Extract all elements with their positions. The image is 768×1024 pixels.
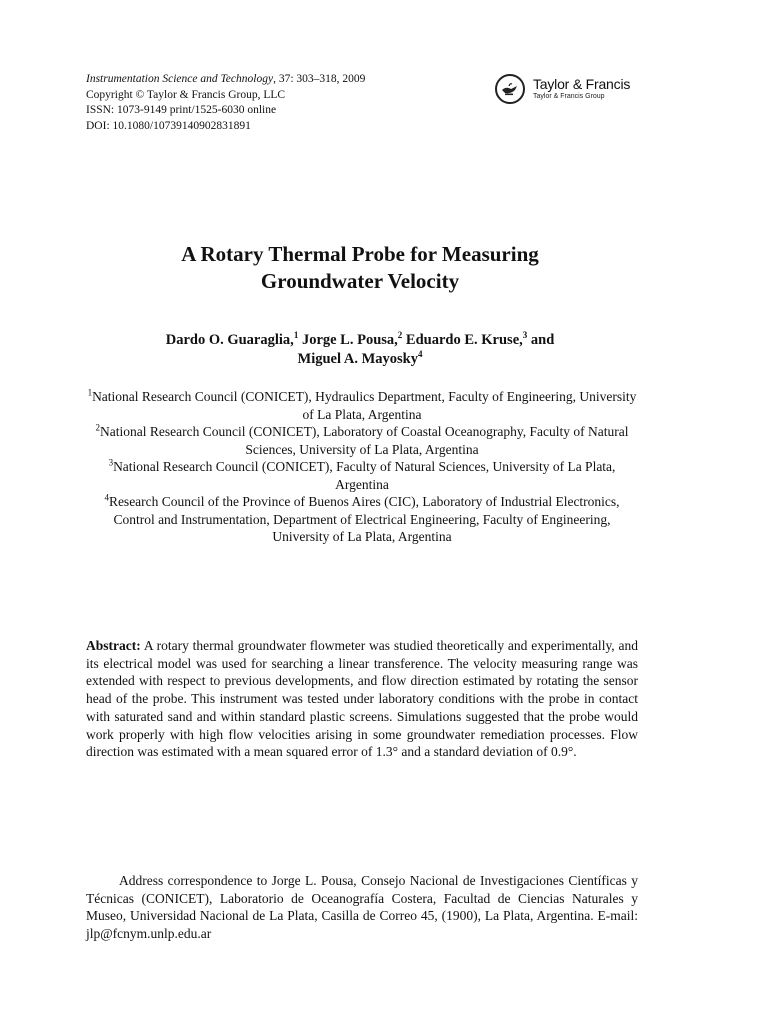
journal-name: Instrumentation Science and Technology: [86, 73, 274, 85]
article-title: [100, 241, 620, 295]
author-name: Miguel A. Mayosky: [297, 351, 418, 367]
affiliation-list: [84, 388, 640, 546]
author-affil-marker: 1: [293, 330, 299, 341]
affiliation-text: National Research Council (CONICET), Laboratory of Coastal Oceanography, Faculty of Natural Sciences, University of La Plata, Argentina: [100, 424, 629, 457]
publisher-group: Taylor & Francis Group: [533, 93, 605, 100]
author-name: Jorge L. Pousa,: [301, 332, 398, 348]
volume-pages-year: , 37: 303–318, 2009: [273, 73, 366, 85]
affiliation: [84, 458, 640, 493]
journal-metadata: [86, 72, 365, 134]
abstract-label: Abstract:: [86, 638, 141, 653]
affiliation-text: National Research Council (CONICET), Faculty of Natural Sciences, University of La Plata, Argentina: [113, 459, 616, 492]
affiliation-marker: 4: [104, 492, 109, 503]
author-affil-marker: 2: [397, 330, 403, 341]
abstract-text: A rotary thermal groundwater flowmeter was studied theoretically and experimentally, and its electrical model was used for searching a linear transference. The velocity measuring range was extended with respect to previous developments, and flow direction estimated by rotating the sensor head of the probe. This instrument was tested under laboratory conditions with the probe in contact with saturated sand and within standard plastic screens. Simulations suggested that the probe would work properly with high flow velocities arising in some groundwater remediation processes. Flow direction was estimated with a mean squared error of 1.3° and a standard deviation of 0.9°.: [86, 638, 638, 760]
author-list: [96, 331, 624, 369]
author-affil-marker: 4: [417, 349, 423, 360]
doi-line: DOI: 10.1080/10739140902831891: [86, 119, 251, 132]
correspondence-footnote: Address correspondence to Jorge L. Pousa, Consejo Nacional de Investigaciones Científicas y Técnicas (CONICET), Laboratorio de Oceanografía Costera, Facultad de Ciencias Naturales y Museo, Universidad Nacional de La Plata, Casilla de Correo 45, (1900), La Plata, Argentina. E-mail: jlp@fcnym.unlp.edu.ar: [86, 873, 638, 942]
affiliation-text: National Research Council (CONICET), Hydraulics Department, Faculty of Engineering, University of La Plata, Argentina: [92, 389, 637, 422]
issn-line: ISSN: 1073-9149 print/1525-6030 online: [86, 104, 277, 116]
affiliation-marker: 3: [108, 457, 114, 468]
affiliation: [84, 423, 640, 458]
affiliation-marker: 1: [87, 387, 93, 398]
journal-citation: [86, 72, 365, 88]
author-conjunction: and: [530, 332, 555, 348]
abstract: [86, 637, 638, 761]
affiliation: [84, 493, 640, 546]
title-line-2: Groundwater Velocity: [260, 269, 460, 293]
affiliation: [84, 388, 640, 423]
affiliation-text: Research Council of the Province of Buenos Aires (CIC), Laboratory of Industrial Electronics, Control and Instrumentation, Department of Electrical Engineering, Faculty of Engineering, University of La Plata, Argentina: [108, 494, 620, 544]
affiliation-marker: 2: [95, 422, 101, 433]
lamp-icon: [495, 74, 525, 104]
author-name: Eduardo E. Kruse,: [405, 332, 523, 348]
copyright-line: Copyright © Taylor & Francis Group, LLC: [86, 88, 286, 101]
author-affil-marker: 3: [522, 330, 528, 341]
title-line-1: A Rotary Thermal Probe for Measuring: [181, 242, 539, 266]
author-name: Dardo O. Guaraglia,: [165, 332, 294, 348]
publisher-name: Taylor & Francis: [533, 76, 631, 92]
publisher-logo: [495, 74, 630, 104]
